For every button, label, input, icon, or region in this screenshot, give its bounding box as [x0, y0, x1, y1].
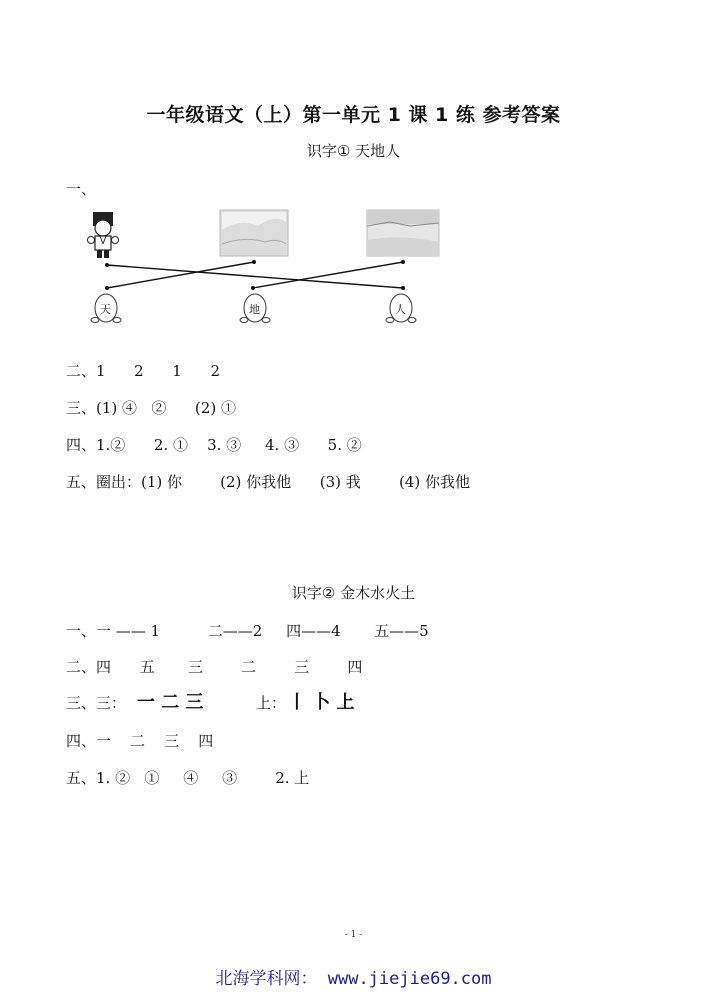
match-line-person: [107, 265, 403, 288]
char-di: 地: [249, 303, 260, 316]
lesson2-q1: 一、一 —— 1 二——2 四——4 五——5: [66, 622, 429, 640]
land-picture: [367, 210, 439, 256]
lesson2-q3-prefix: 三、三：: [66, 694, 127, 712]
lesson1-q1-label: 一、: [66, 180, 97, 198]
lesson2-heading: 识字② 金木水火土: [291, 584, 416, 602]
page-title: 一年级语文（上）第一单元 1 课 1 练 参考答案: [146, 104, 561, 126]
lesson2-q4: 四、一 二 三 四: [66, 732, 214, 750]
boy-illustration: [88, 212, 119, 258]
lesson1-heading: 识字① 天地人: [306, 142, 401, 160]
site-footer-link[interactable]: 北海学科网： www.jiejie69.com: [215, 969, 492, 989]
lesson1-q4: 四、1.② 2. ① 3. ③ 4. ③ 5. ②: [66, 436, 362, 454]
lesson2-q5: 五、1. ② ① ④ ③ 2. 上: [66, 769, 310, 787]
lesson1-q5: 五、圈出：(1) 你 (2) 你我他 (3) 我 (4) 你我他: [66, 473, 470, 491]
char-tian: 天: [100, 303, 111, 316]
lesson1-q3: 三、(1) ④ ② (2) ①: [66, 399, 236, 417]
sky-picture: [220, 210, 288, 256]
lesson2-q3-strokes-b: 丨 卜 上: [288, 692, 355, 713]
page-number: - 1 -: [344, 930, 363, 940]
lesson2-q2: 二、四 五 三 二 三 四: [66, 658, 363, 676]
lesson1-q2: 二、1 2 1 2: [66, 362, 220, 380]
char-ren: 人: [395, 303, 406, 316]
lesson2-q3-strokes-a: 一 二 三: [137, 692, 204, 713]
lesson2-q3-mid: 上：: [256, 694, 287, 712]
match-line-land: [253, 262, 403, 288]
